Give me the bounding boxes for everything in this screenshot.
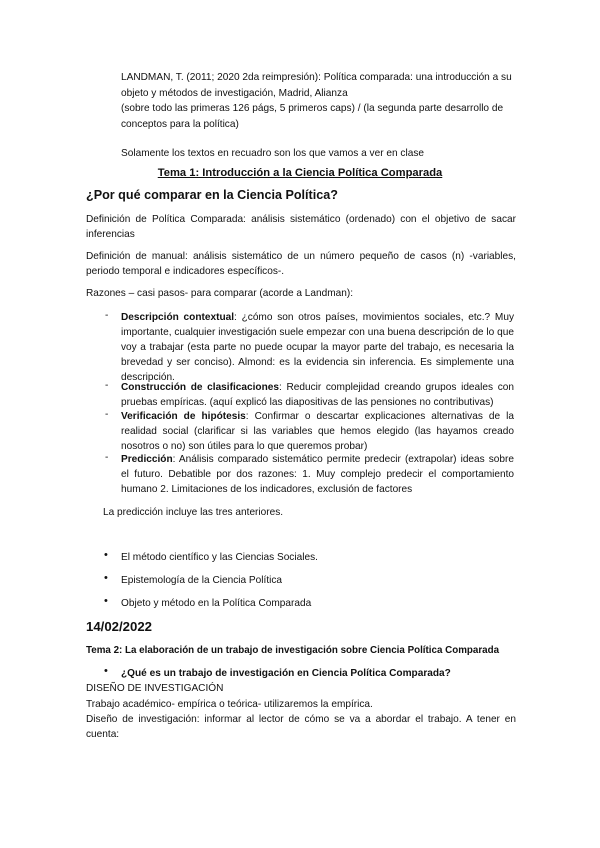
reason-term: Predicción [121,454,173,465]
reason-term: Verificación de hipótesis [121,411,246,422]
bullet-icon: • [104,595,108,607]
bullet-icon: • [104,549,108,561]
topic-item: Objeto y método en la Política Comparada [121,598,312,609]
academic-work: Trabajo académico- empírica o teórica- utilizaremos la empírica. [86,699,373,710]
topic-item: Epistemología de la Ciencia Política [121,575,283,586]
class-note: Solamente los textos en recuadro son los que vamos a ver en clase [121,148,424,159]
reason-text: : Reducir complejidad creando grupos ideales con pruebas empíricas. (aquí explicó las diapositivas de las pensiones no contributivas) [121,382,514,408]
reasons-intro: Razones – casi pasos- para comparar (acorde a Landman): [86,288,354,299]
reason-term: Descripción contextual [121,312,235,323]
date-heading: 14/02/2022 [86,619,153,634]
list-dash: - [105,310,109,321]
reason-text: : Análisis comparado sistemático permite predecir (extrapolar) ideas sobre el futuro. Debatible por dos razones: 1. Muy complejo predecir el comportamiento humano 2. Limitaciones de los indicadores, exclusión de factores [121,454,514,495]
reference-line: objeto y métodos de investigación, Madrid, Alianza [121,88,348,99]
reason-text: : ¿cómo son otros países, movimientos sociales, etc.? Muy importante, cualquier investigación suele empezar con una buena descripción de lo que voy a trabajar (esta parte no puede ocupar la mayor parte del trabajo, es necesaria la brevedad y ser conciso). Almond: es la evidencia sin inferencia. Es simplemente una descripción. [121,312,514,383]
reason-text: : Confirmar o descartar explicaciones alternativas de la realidad social (clarificar si las variables que hemos elegido (las hayamos creado nosotros o no) son útiles para lo que queremos probar) [121,411,514,452]
list-dash: - [105,409,109,420]
design-heading: DISEÑO DE INVESTIGACIÓN [86,683,224,694]
reference-line: (sobre todo las primeras 126 págs, 5 primeros caps) / (la segunda parte desarrollo de [121,103,504,114]
list-dash: - [105,380,109,391]
bullet-icon: • [104,572,108,584]
reference-line: LANDMAN, T. (2011; 2020 2da reimpresión): Política comparada: una introducción a su [121,72,512,83]
reason-term: Construcción de clasificaciones [121,382,279,393]
tema1-title: Tema 1: Introducción a la Ciencia Política Comparada [157,167,443,179]
tema1-question: ¿Por qué comparar en la Ciencia Política? [86,188,338,202]
tema2-title: Tema 2: La elaboración de un trabajo de investigación sobre Ciencia Política Comparada [86,645,500,656]
tema2-question: ¿Qué es un trabajo de investigación en Ciencia Política Comparada? [121,668,451,679]
reason-item [121,452,514,497]
reason-item [121,409,514,454]
reason-item [121,380,514,410]
list-dash: - [105,452,109,463]
bullet-icon: • [104,665,108,677]
topic-item: El método científico y las Ciencias Sociales. [121,552,318,563]
prediction-note: La predicción incluye las tres anteriores. [103,507,284,518]
reference-line: conceptos para la política) [121,119,239,130]
reason-item [121,310,514,385]
comparative-politics-definition: Definición de Política Comparada: análisis sistemático (ordenado) con el objetivo de sacar inferencias [86,214,516,240]
research-design: Diseño de investigación: informar al lector de cómo se va a abordar el trabajo. A tener en cuenta: [86,714,516,740]
manual-definition: Definición de manual: análisis sistemático de un número pequeño de casos (n) -variables, periodo temporal e indicadores específicos-. [86,251,516,277]
